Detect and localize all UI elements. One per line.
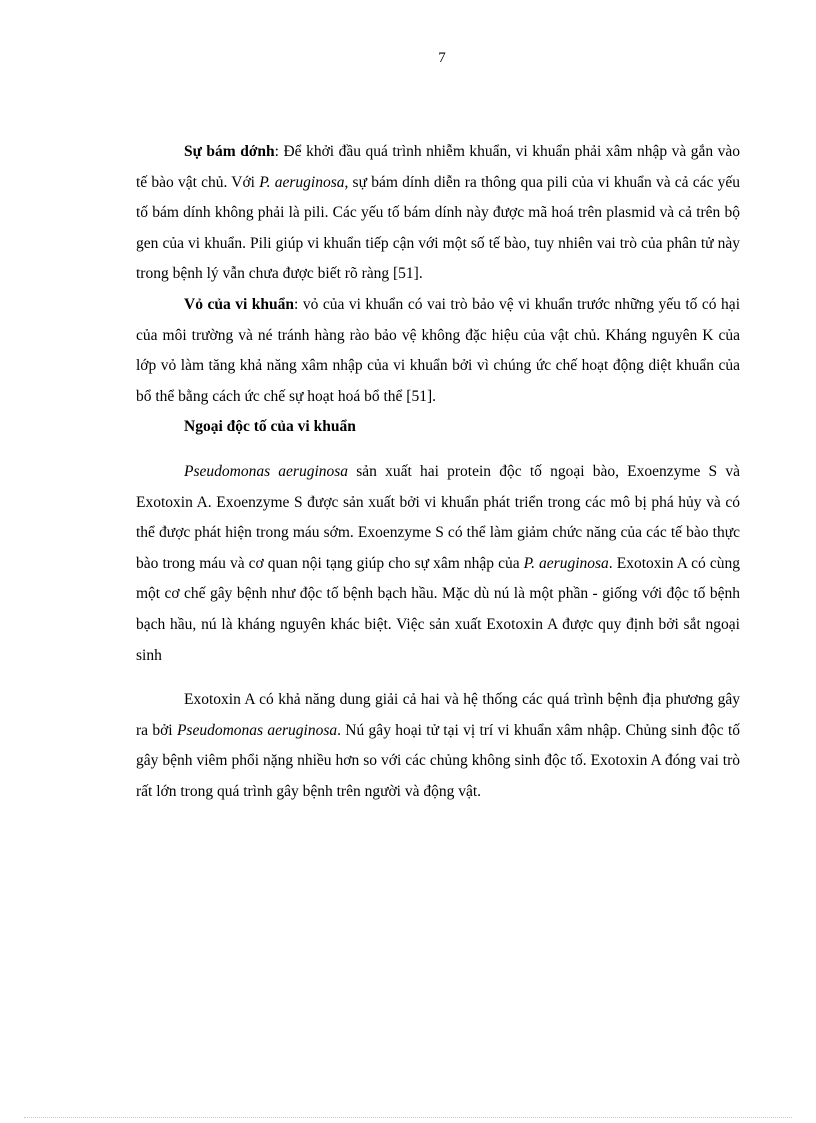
term-adhesion: Sự bám dớnh (184, 143, 275, 160)
page-number: 7 (438, 50, 446, 66)
term-capsule: Vỏ của vi khuẩn (184, 295, 295, 313)
paragraph-exotoxin-2 (136, 685, 740, 807)
exotoxin-2-text-1: Exotoxin A có khả năng dung giải cả hai và hệ thống các quá trình bệnh địa phương gây ra bởi (136, 691, 740, 739)
paragraph-adhesion (136, 137, 740, 290)
organism-name: Pseudomonas aeruginosa (176, 721, 338, 739)
document-body (136, 137, 740, 807)
exotoxin-2-text-2: . Nú gây hoại tử tại vị trí vi khuẩn xâm nhập. Chủng sinh độc tố gây bệnh viêm phổi nặng nhiều hơn so với các chủng không sinh độc tố. Exotoxin A đóng vai trò rất lớn trong quá trình gây bệnh trên người và động vật. (136, 721, 741, 800)
organism-name-short: P. aeruginosa (523, 554, 609, 572)
organism-name: Pseudomonas aeruginosa (184, 462, 349, 480)
exotoxin-1-text-2: . Exotoxin A có cùng một cơ chế gây bệnh như độc tố bệnh bạch hầu. Mặc dù nú là một phần - giống với độc tố bệnh bạch hầu, nú là kháng nguyên khác biệt. Việc sản xuất Exotoxin A được quy định bởi sắt ngoại sinh (136, 554, 740, 664)
adhesion-text-1: Để khởi đầu quá trình nhiễm khuẩn, vi khuẩn phải xâm nhập và gắn vào tế bào vật chủ. Với (136, 143, 741, 191)
section-heading-exotoxin: Ngoại độc tố của vi khuẩn (184, 418, 356, 436)
paragraph-exotoxin-1 (136, 457, 740, 671)
term-adhesion-colon: : (274, 143, 279, 160)
term-capsule-colon: : (294, 295, 299, 313)
capsule-text: vỏ của vi khuẩn có vai trò bảo vệ vi khuẩn trước những yếu tố có hại của môi trường và né tránh hàng rào bảo vệ không đặc hiệu của vật chủ. Kháng nguyên K của lớp vỏ làm tăng khả năng xâm nhập của vi khuẩn bởi vì chúng ức chế hoạt động diệt khuẩn của bổ thể bằng cách ức chế sự hoạt hoá bổ thể [51]. (136, 295, 740, 405)
exotoxin-1-text-1: sản xuất hai protein độc tố ngoại bào, Exoenzyme S và Exotoxin A. Exoenzyme S được sản xuất bởi vi khuẩn phát triển trong các mô bị phá hủy và có thể được phát hiện trong máu sớm. Exoenzyme S có thể làm giảm chức năng của các tế bào thực bào trong máu và cơ quan nội tạng giúp cho sự xâm nhập của (136, 462, 740, 572)
page-bottom-divider (24, 1117, 792, 1118)
organism-name: P. aeruginosa (259, 173, 345, 191)
paragraph-capsule (136, 290, 740, 412)
adhesion-text-2: , sự bám dính diễn ra thông qua pili của vi khuẩn và cả các yếu tố bám dính không phải là pili. Các yếu tố bám dính này được mã hoá trên plasmid và cả trên bộ gen của vi khuẩn. Pili giúp vi khuẩn tiếp cận với một số tế bào, tuy nhiên vai trò của phân tử này trong bệnh lý vẫn chưa được biết rõ ràng [51]. (136, 173, 740, 283)
